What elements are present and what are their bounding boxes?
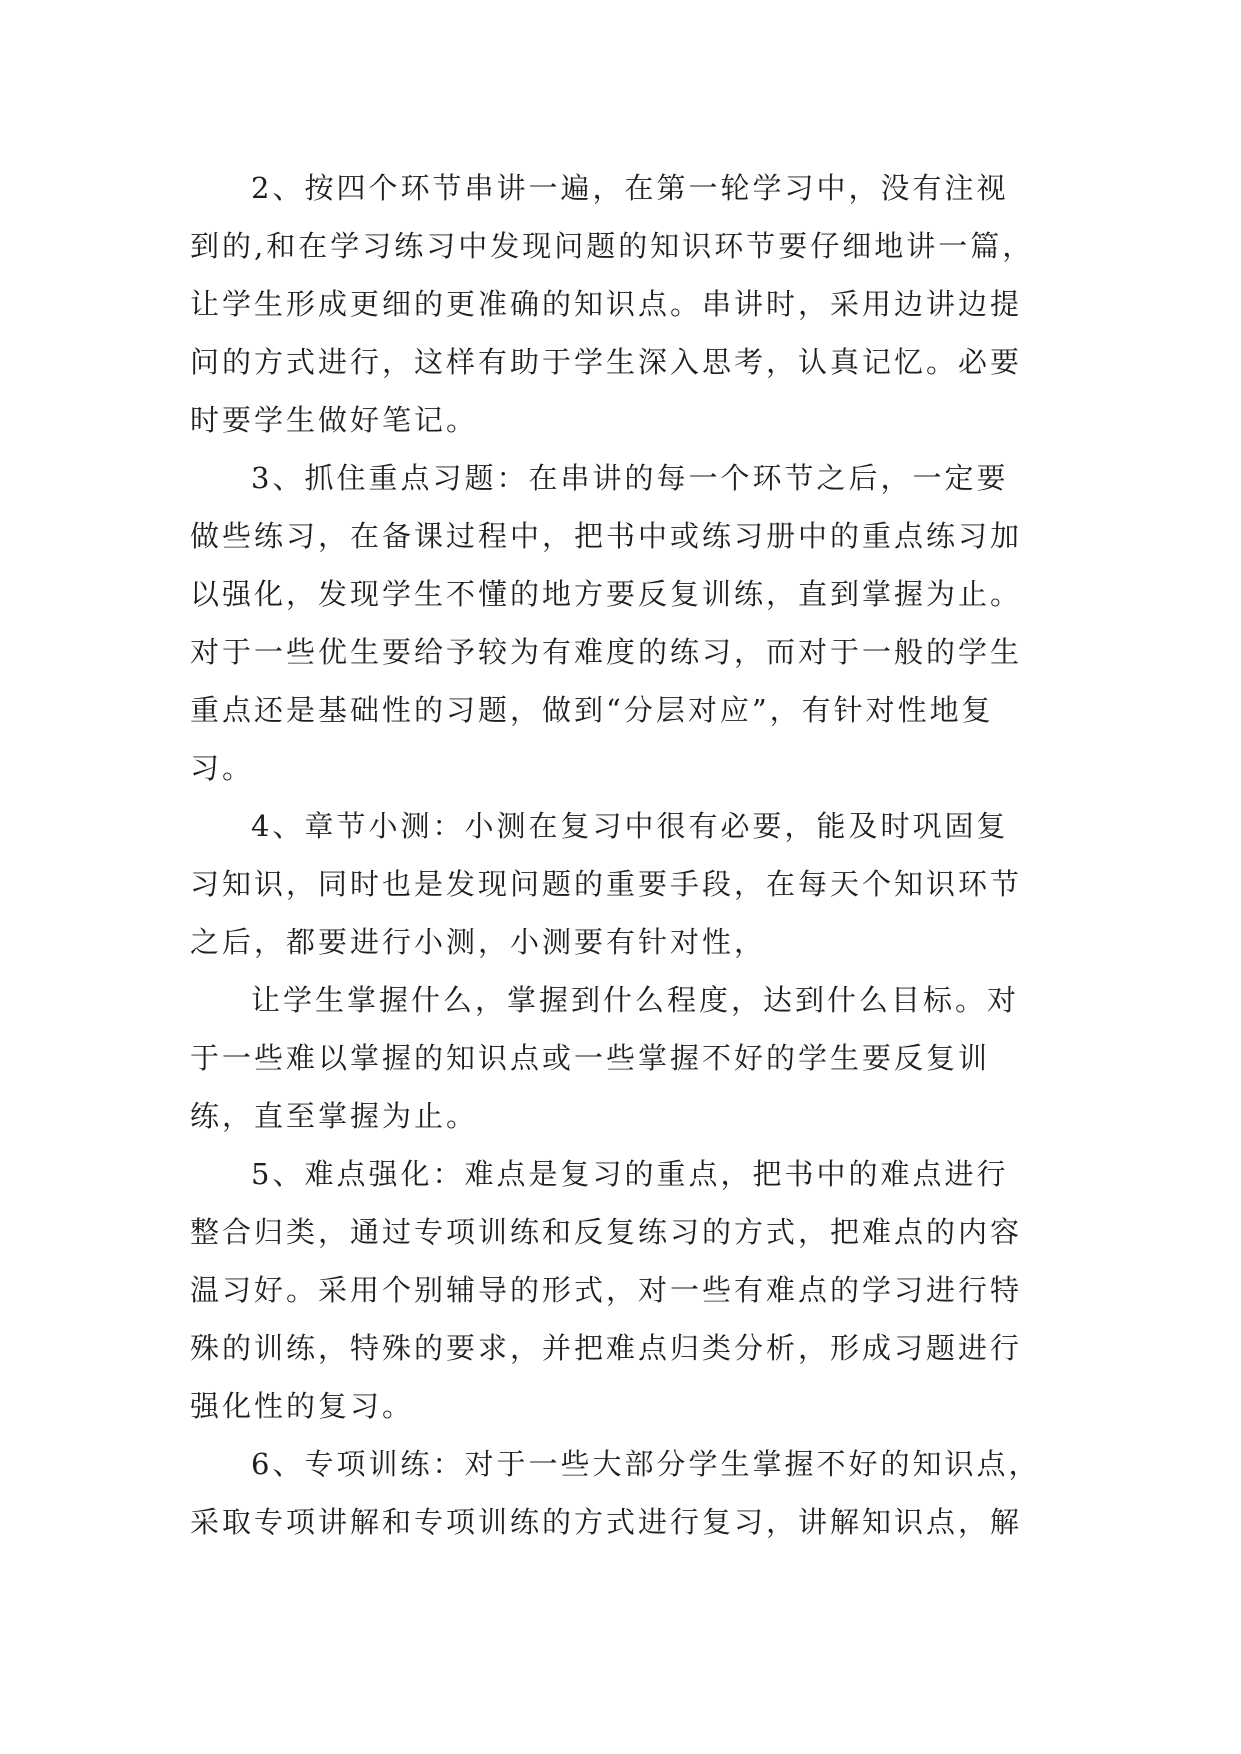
paragraph-line: 让学生掌握什么，掌握到什么程度，达到什么目标。对 — [251, 983, 1020, 1017]
paragraph-line: 时要学生做好笔记。 — [190, 403, 479, 437]
paragraph-line: 5、难点强化：难点是复习的重点，把书中的难点进行 — [251, 1157, 1009, 1191]
paragraph-2-review — [190, 159, 1070, 449]
paragraph-3-key-exercises — [190, 449, 1070, 797]
paragraph-line: 于一些难以掌握的知识点或一些掌握不好的学生要反复训 — [190, 1041, 991, 1075]
paragraph-4-chapter-quiz — [190, 797, 1070, 971]
paragraph-line: 重点还是基础性的习题，做到“分层对应”，有针对性地复 — [190, 693, 994, 727]
paragraph-line: 2、按四个环节串讲一遍，在第一轮学习中，没有注视 — [251, 171, 1009, 205]
paragraph-line: 对于一些优生要给予较为有难度的练习，而对于一般的学生 — [190, 635, 1023, 669]
paragraph-line: 温习好。采用个别辅导的形式，对一些有难点的学习进行特 — [190, 1273, 1023, 1307]
paragraph-line: 殊的训练，特殊的要求，并把难点归类分析，形成习题进行 — [190, 1331, 1023, 1365]
paragraph-line: 以强化，发现学生不懂的地方要反复训练，直到掌握为止。 — [190, 577, 1023, 611]
paragraph-line: 3、抓住重点习题：在串讲的每一个环节之后，一定要 — [251, 461, 1009, 495]
paragraph-line: 习知识，同时也是发现问题的重要手段，在每天个知识环节 — [190, 867, 1023, 901]
paragraph-line: 练，直至掌握为止。 — [190, 1099, 479, 1133]
paragraph-5-difficulty-strengthening — [190, 1145, 1070, 1435]
paragraph-line: 整合归类，通过专项训练和反复练习的方式，把难点的内容 — [190, 1215, 1023, 1249]
paragraph-line: 4、章节小测：小测在复习中很有必要，能及时巩固复 — [251, 809, 1009, 843]
paragraph-line: 让学生形成更细的更准确的知识点。串讲时，采用边讲边提 — [190, 287, 1023, 321]
paragraph-line: 强化性的复习。 — [190, 1389, 415, 1423]
paragraph-6-special-training — [190, 1435, 1070, 1551]
paragraph-line: 6、专项训练：对于一些大部分学生掌握不好的知识点， — [251, 1447, 1041, 1481]
paragraph-line: 之后，都要进行小测，小测要有针对性， — [190, 925, 767, 959]
document-body — [190, 159, 1070, 1551]
paragraph-line: 问的方式进行，这样有助于学生深入思考，认真记忆。必要 — [190, 345, 1023, 379]
paragraph-line: 到的,和在学习练习中发现问题的知识环节要仔细地讲一篇， — [190, 229, 1035, 263]
paragraph-line: 习。 — [190, 751, 255, 785]
paragraph-quiz-goals — [190, 971, 1070, 1145]
paragraph-line: 采取专项讲解和专项训练的方式进行复习，讲解知识点，解 — [190, 1505, 1023, 1539]
paragraph-line: 做些练习，在备课过程中，把书中或练习册中的重点练习加 — [190, 519, 1023, 553]
